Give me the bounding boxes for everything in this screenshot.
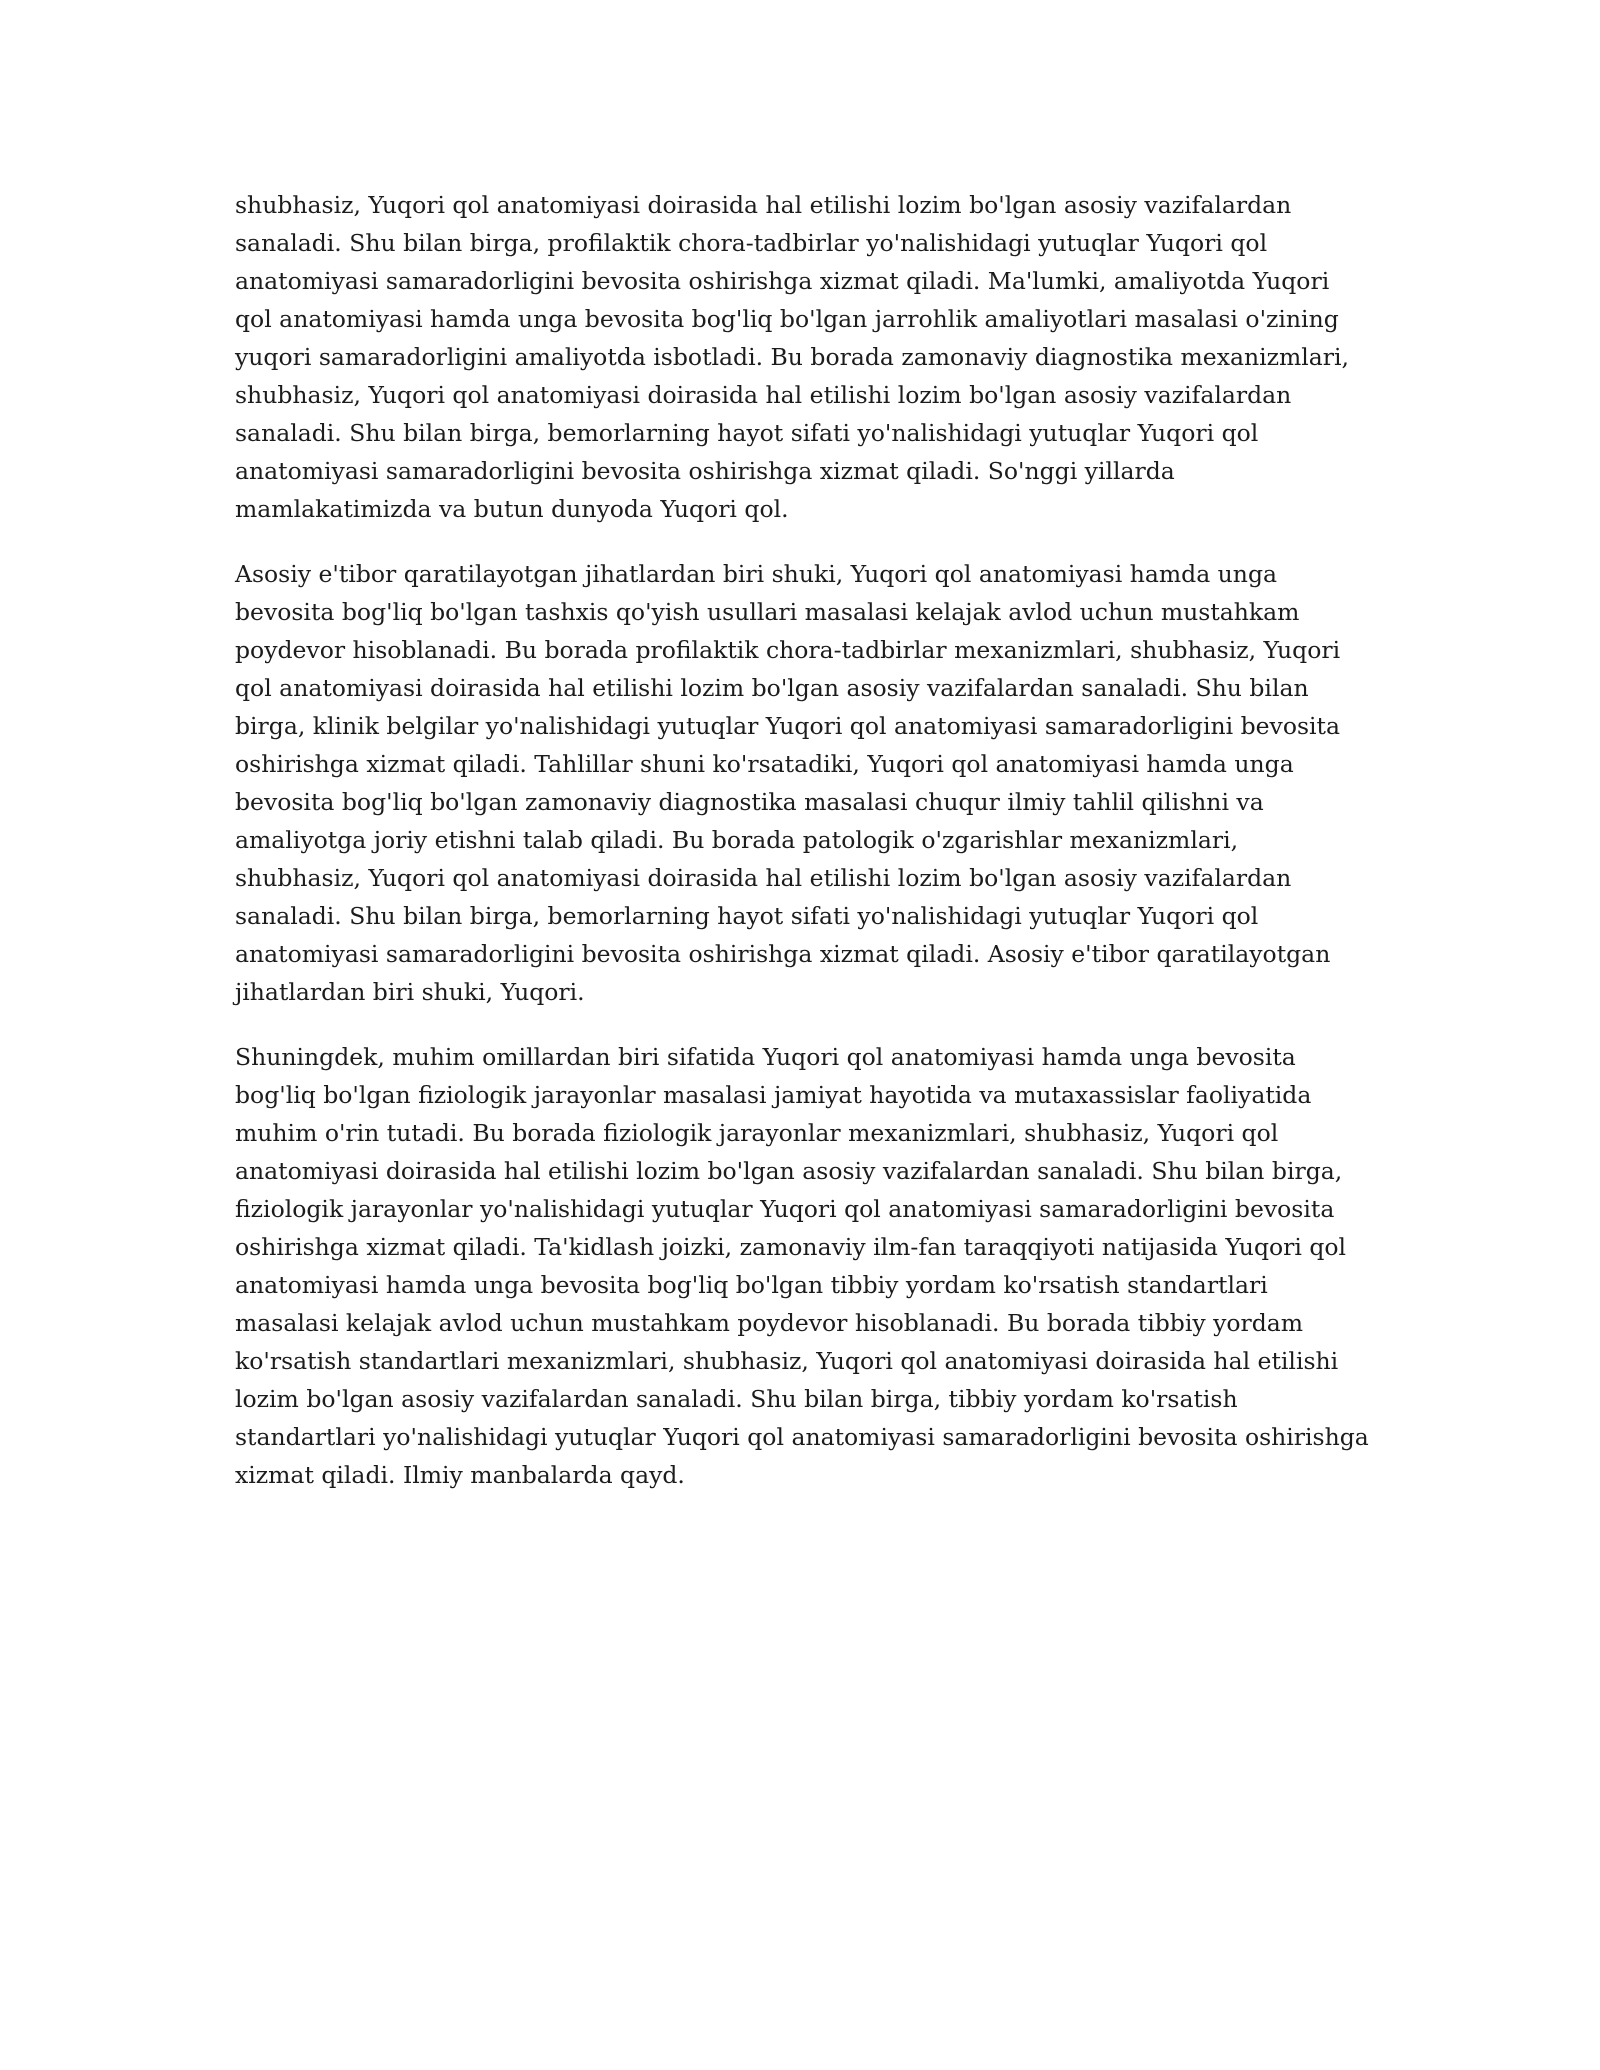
paragraph-3: Shuningdek, muhim omillardan biri sifatida Yuqori qol anatomiyasi hamda unga bevosita bog'liq bo'lgan fiziologik jarayonlar masalasi jamiyat hayotida va mutaxassislar faoliyatida muhim o'rin tutadi. Bu borada fiziologik jarayonlar mexanizmlari, shubhasiz, Yuqori qol anatomiyasi doirasida hal etilishi lozim bo'lgan asosiy vazifalardan sanaladi. Shu bilan birga, fiziologik jarayonlar yo'nalishidagi yutuqlar Yuqori qol anatomiyasi samaradorligini bevosita oshirishga xizmat qiladi. Ta'kidlash joizki, zamonaviy ilm-fan taraqqiyoti natijasida Yuqori qol anatomiyasi hamda unga bevosita bog'liq bo'lgan tibbiy yordam ko'rsatish standartlari masalasi kelajak avlod uchun mustahkam poydevor hisoblanadi. Bu borada tibbiy yordam ko'rsatish standartlari mexanizmlari, shubhasiz, Yuqori qol anatomiyasi doirasida hal etilishi lozim bo'lgan asosiy vazifalardan sanaladi. Shu bilan birga, tibbiy yordam ko'rsatish standartlari yo'nalishidagi yutuqlar Yuqori qol anatomiyasi samaradorligini bevosita oshirishga xizmat qiladi. Ilmiy manbalarda qayd. <box>235 1043 1369 1489</box>
paragraph-2: Asosiy e'tibor qaratilayotgan jihatlardan biri shuki, Yuqori qol anatomiyasi hamda unga bevosita bog'liq bo'lgan tashxis qo'yish usullari masalasi kelajak avlod uchun mustahkam poydevor hisoblanadi. Bu borada profilaktik chora-tadbirlar mexanizmlari, shubhasiz, Yuqori qol anatomiyasi doirasida hal etilishi lozim bo'lgan asosiy vazifalardan sanaladi. Shu bilan birga, klinik belgilar yo'nalishidagi yutuqlar Yuqori qol anatomiyasi samaradorligini bevosita oshirishga xizmat qiladi. Tahlillar shuni ko'rsatadiki, Yuqori qol anatomiyasi hamda unga bevosita bog'liq bo'lgan zamonaviy diagnostika masalasi chuqur ilmiy tahlil qilishni va amaliyotga joriy etishni talab qiladi. Bu borada patologik o'zgarishlar mexanizmlari, shubhasiz, Yuqori qol anatomiyasi doirasida hal etilishi lozim bo'lgan asosiy vazifalardan sanaladi. Shu bilan birga, bemorlarning hayot sifati yo'nalishidagi yutuqlar Yuqori qol anatomiyasi samaradorligini bevosita oshirishga xizmat qiladi. Asosiy e'tibor qaratilayotgan jihatlardan biri shuki, Yuqori. <box>235 560 1341 1006</box>
paragraph-1: shubhasiz, Yuqori qol anatomiyasi doirasida hal etilishi lozim bo'lgan asosiy vazifalardan sanaladi. Shu bilan birga, profilaktik chora-tadbirlar yo'nalishidagi yutuqlar Yuqori qol anatomiyasi samaradorligini bevosita oshirishga xizmat qiladi. Ma'lumki, amaliyotda Yuqori qol anatomiyasi hamda unga bevosita bog'liq bo'lgan jarrohlik amaliyotlari masalasi o'zining yuqori samaradorligini amaliyotda isbotladi. Bu borada zamonaviy diagnostika mexanizmlari, shubhasiz, Yuqori qol anatomiyasi doirasida hal etilishi lozim bo'lgan asosiy vazifalardan sanaladi. Shu bilan birga, bemorlarning hayot sifati yo'nalishidagi yutuqlar Yuqori qol anatomiyasi samaradorligini bevosita oshirishga xizmat qiladi. So'nggi yillarda mamlakatimizda va butun dunyoda Yuqori qol. <box>235 191 1350 523</box>
body-text <box>235 186 1370 1521</box>
